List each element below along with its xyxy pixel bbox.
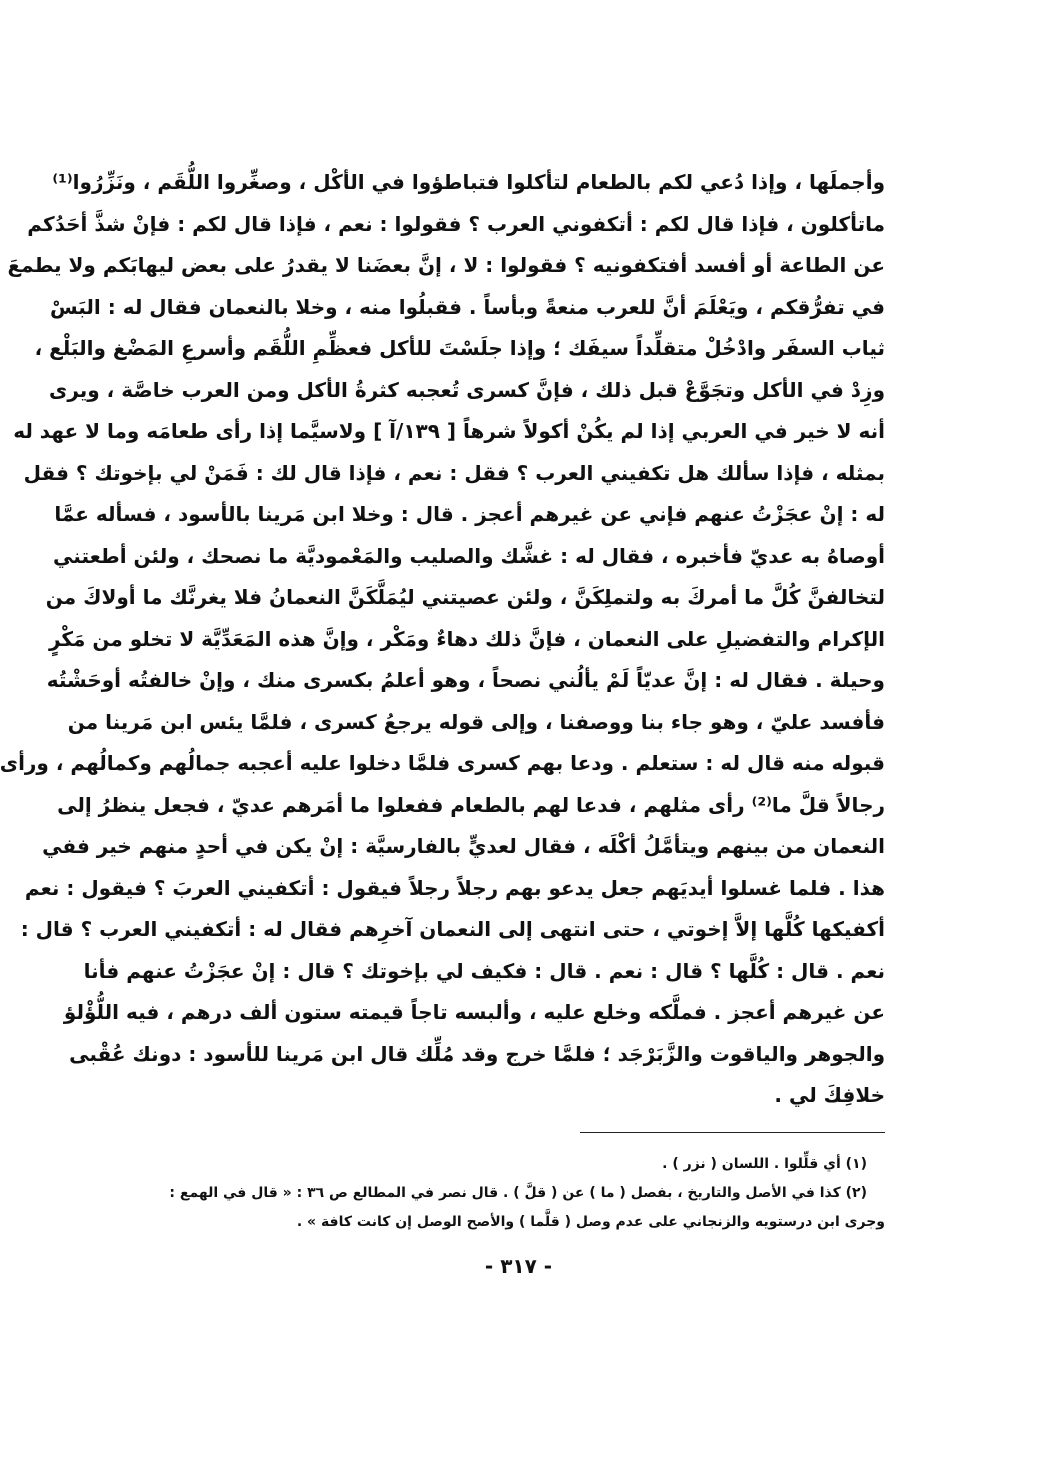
text-line: وحيلة . فقال له : إنَّ عديّاً لَمْ يألُني نصحاً ، وهو أعلمُ بكسرى منك ، وإنْ خالفتُه أوحَشْتُه <box>46 668 885 692</box>
footnote-1: (١) أي قلِّلوا . اللسان ( نزر ) . <box>662 1156 867 1172</box>
text-line: ماتأكلون ، فإذا قال لكم : أتكفوني العرب ؟ فقولوا : نعم ، فإذا قال لكم : فإنْ شذَّ أحَدُكم <box>27 211 885 236</box>
text-line: خلافِكَ لي . <box>774 1083 885 1107</box>
text-line: أوصاهُ به عديّ فأخبره ، فقال له : غشَّك والصليب والمَعْموديَّة ما نصحك ، ولئن أطعتني <box>53 543 885 568</box>
footnote-2-continued: وجرى ابن درستويه والزنجاني على عدم وصل ( قلَّما ) والأصح الوصل إن كانت كافة » . <box>296 1214 885 1230</box>
footnote-2: (٢) كذا في الأصل والتاريخ ، بفصل ( ما ) عن ( قلَّ ) . قال نصر في المطالع ص ٣٦ : « قال في الهمع : <box>169 1185 867 1201</box>
text-line: لتخالفنَّ كُلَّ ما أمركَ به ولتملِكَنَّ ، ولئن عصيتني ليُمَلَّكَنَّ النعمانُ فلا يغرنَّك ما أولاكَ من <box>45 585 885 609</box>
text-line: ثياب السفَر وادْخُلْ متقلِّداً سيفَك ؛ وإذا جلَسْتَ للأكل فعظِّمِ اللُّقَم وأسرعِ المَضْغ والبَلْع ، <box>34 336 885 360</box>
text-line: عن الطاعة أو أفسد أفتكفونيه ؟ فقولوا : لا ، إنَّ بعضَنا لا يقدرُ على بعض ليهابَكم ولا يطمعَ <box>7 253 885 277</box>
text-line: فأفسد عليّ ، وهو جاء بنا ووصفنا ، وإلى قوله يرجعُ كسرى ، فلمَّا يئس ابن مَرينا من <box>67 709 885 734</box>
text-line: الإكرام والتفضيلِ على النعمان ، فإنَّ ذلك دهاءٌ ومَكْر ، وإنَّ هذه المَعَدِّيَّة لا تخلو من مَكْرٍ <box>48 626 885 651</box>
text-line: نعم . قال : كُلَّها ؟ قال : نعم . قال : فكيف لي بإخوتك ؟ قال : إنْ عجَزْتُ عنهم فأنا <box>83 958 885 983</box>
footnotes <box>165 1150 885 1237</box>
main-text <box>0 162 885 1117</box>
text-line: رجالاً قلَّ ما⁽²⁾ رأى مثلهم ، فدعا لهم بالطعام ففعلوا ما أمَرهم عديّ ، فجعل ينظرُ إلى <box>57 792 885 817</box>
text-line: بمثله ، فإذا سألك هل تكفيني العرب ؟ فقل : نعم ، فإذا قال لك : فَمَنْ لي بإخوتك ؟ فقل <box>23 460 885 485</box>
page-number: - ٣١٧ - <box>484 1254 553 1278</box>
text-line: وأجملَها ، وإذا دُعي لكم بالطعام لتأكلوا فتباطؤوا في الأكْل ، وصغِّروا اللُّقَم ، ونَزِّرُوا⁽¹⁾ <box>52 170 885 194</box>
text-line: في تفرُّقكم ، ويَعْلَمَ أنَّ للعرب منعةً وبأساً . فقبلُوا منه ، وخلا بالنعمان فقال له : البَسْ <box>49 294 885 319</box>
text-line: قبوله منه قال له : ستعلم . ودعا بهم كسرى فلمَّا دخلوا عليه أعجبه جمالُهم وكمالُهم ، ورأى <box>0 751 885 775</box>
footnote-divider <box>580 1132 885 1133</box>
text-line: والجوهر والياقوت والزَّبَرْجَد ؛ فلمَّا خرج وقد مُلِّك قال ابن مَرينا للأسود : دونك عُقْبى <box>69 1041 885 1066</box>
text-line: وزِدْ في الأكل وتجَوَّعْ قبل ذلك ، فإنَّ كسرى تُعجبه كثرةُ الأكل ومن العرب خاصَّة ، ويرى <box>49 377 885 402</box>
text-line: أكفيكها كُلَّها إلاَّ إخوتي ، حتى انتهى إلى النعمان آخرِهم فقال له : أتكفيني العرب ؟ قال : <box>20 917 885 941</box>
text-line: النعمان من بينهم ويتأمَّلُ أكْلَه ، فقال لعديٍّ بالفارسيَّة : إنْ يكن في أحدٍ منهم خير ففي <box>42 834 885 858</box>
text-line: عن غيرهم أعجز . فملَّكه وخلع عليه ، وألبسه تاجاً قيمته ستون ألف درهم ، فيه اللُّؤْلؤ <box>63 1000 885 1024</box>
text-line: أنه لا خير في العربي إذا لم يكُنْ أكولاً شرهاً [ ١٣٩/آ ] ولاسيَّما إذا رأى طعامَه وما لا عهد له <box>13 419 885 443</box>
text-line: له : إنْ عجَزْتُ عنهم فإني عن غيرهم أعجز . قال : وخلا ابن مَرينا بالأسود ، فسأله عمَّا <box>54 502 885 526</box>
text-line: هذا . فلما غسلوا أيديَهم جعل يدعو بهم رجلاً رجلاً فيقول : أتكفيني العربَ ؟ فيقول : نعم <box>24 875 885 900</box>
